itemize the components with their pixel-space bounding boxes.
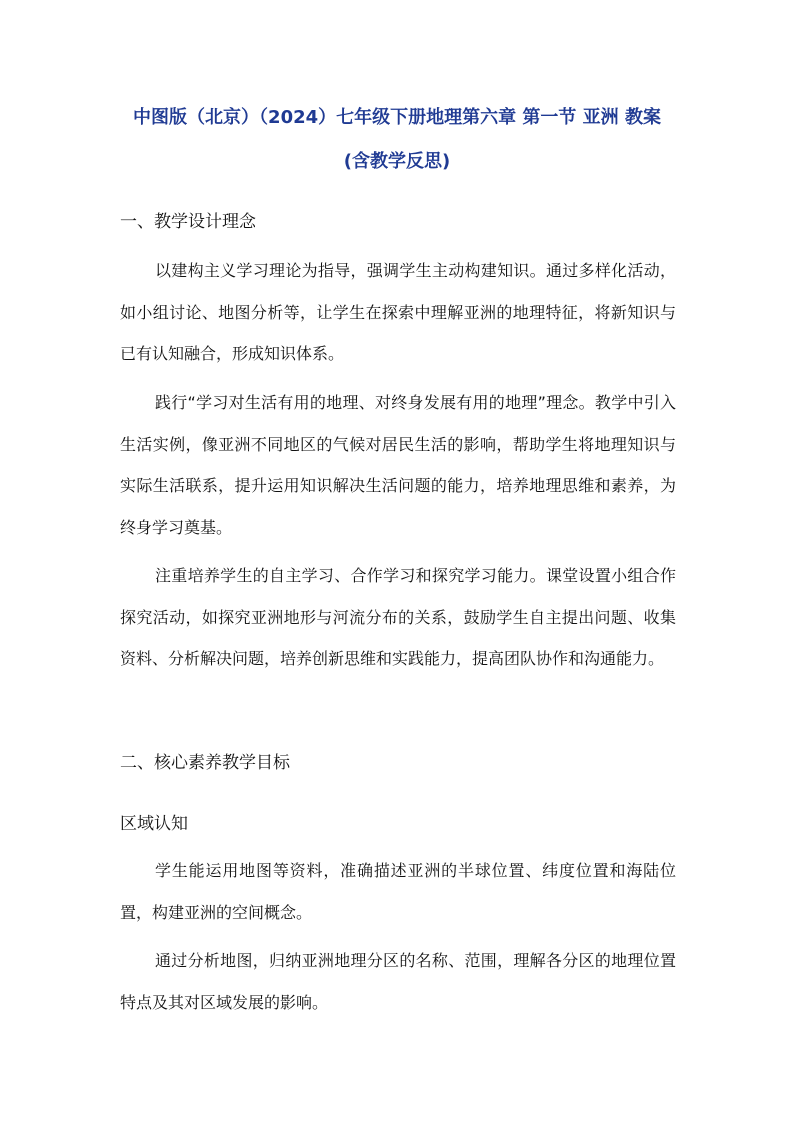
subheading-regional-cognition: 区域认知 [120,814,188,834]
paragraph-learning-abilities: 注重培养学生的自主学习、合作学习和探究学习能力。课堂设置小组合作探究活动，如探究亚洲地形与河流分布的关系，鼓励学生自主提出问题、收集资料、分析解决问题，培养创新思维和实践能力，提高团队协作和沟通能力。 [120,566,676,668]
paragraph-useful-geography: 践行“学习对生活有用的地理、对终身发展有用的地理”理念。教学中引入生活实例，像亚洲不同地区的气候对居民生活的影响，帮助学生将地理知识与实际生活联系，提升运用知识解决生活问题的能力，培养地理思维和素养，为终身学习奠基。 [120,393,676,537]
document-title-line-2: (含教学反思) [343,151,451,172]
section-heading-design-philosophy: 一、教学设计理念 [120,212,256,232]
paragraph-constructivism: 以建构主义学习理论为指导，强调学生主动构建知识。通过多样化活动，如小组讨论、地图分析等，让学生在探索中理解亚洲的地理特征，将新知识与已有认知融合，形成知识体系。 [120,261,676,363]
paragraph-asia-regions: 通过分析地图，归纳亚洲地理分区的名称、范围，理解各分区的地理位置特点及其对区域发展的影响。 [120,951,676,1012]
section-heading-core-literacy-goals: 二、核心素养教学目标 [120,753,290,773]
paragraph-asia-location: 学生能运用地图等资料，准确描述亚洲的半球位置、纬度位置和海陆位置，构建亚洲的空间概念。 [120,861,676,922]
document-title-line-1: 中图版（北京）（2024）七年级下册地理第六章 第一节 亚洲 教案 [133,107,661,128]
